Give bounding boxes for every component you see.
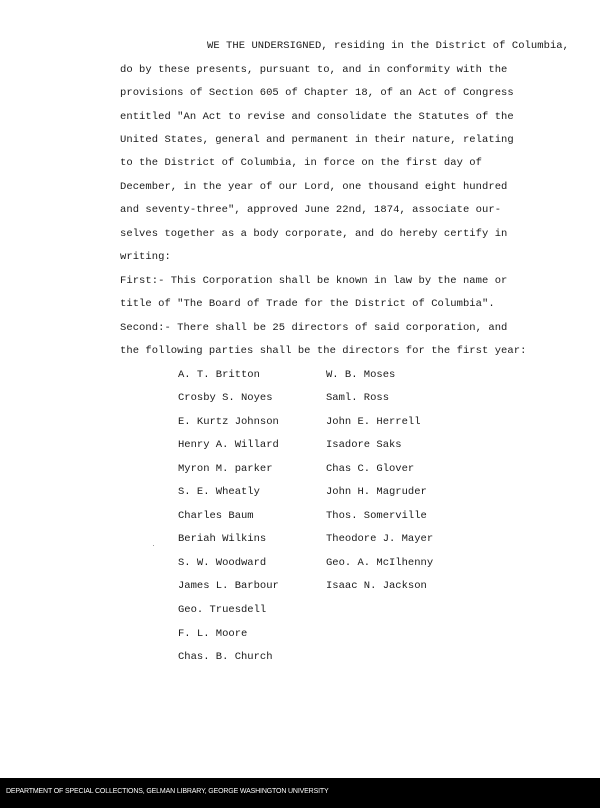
director-name: Isaac N. Jackson <box>326 580 427 592</box>
body-line: do by these presents, pursuant to, and in conformity with the <box>120 64 508 76</box>
director-name: Myron M. parker <box>178 463 273 475</box>
director-name: Saml. Ross <box>326 392 390 404</box>
director-name: Geo. Truesdell <box>178 604 267 616</box>
director-name: Isadore Saks <box>326 439 402 451</box>
body-line: Second:- There shall be 25 directors of said corporation, and <box>120 322 508 334</box>
director-name: Chas C. Glover <box>326 463 415 475</box>
director-name: Henry A. Willard <box>178 439 279 451</box>
body-line: entitled "An Act to revise and consolidate the Statutes of the <box>120 111 514 123</box>
body-line: provisions of Section 605 of Chapter 18, of an Act of Congress <box>120 87 514 99</box>
scan-speck <box>153 545 154 546</box>
director-name: E. Kurtz Johnson <box>178 416 279 428</box>
body-line: selves together as a body corporate, and do hereby certify in <box>120 228 508 240</box>
body-line: the following parties shall be the directors for the first year: <box>120 345 527 357</box>
director-name: S. W. Woodward <box>178 557 267 569</box>
body-line: and seventy-three", approved June 22nd, 1874, associate our- <box>120 204 502 216</box>
credit-text: DEPARTMENT OF SPECIAL COLLECTIONS, GELMAN LIBRARY, GEORGE WASHINGTON UNIVERSITY <box>6 788 329 795</box>
body-line: writing: <box>120 251 171 263</box>
director-name: Thos. Somerville <box>326 510 427 522</box>
director-name: Crosby S. Noyes <box>178 392 273 404</box>
body-line: WE THE UNDERSIGNED, residing in the District of Columbia, <box>207 40 570 52</box>
body-line: to the District of Columbia, in force on the first day of <box>120 157 483 169</box>
director-name: John E. Herrell <box>326 416 421 428</box>
body-line: December, in the year of our Lord, one thousand eight hundred <box>120 181 508 193</box>
director-name: A. T. Britton <box>178 369 260 381</box>
body-line: United States, general and permanent in their nature, relating <box>120 134 514 146</box>
credit-footer <box>0 778 600 808</box>
director-name: James L. Barbour <box>178 580 279 592</box>
director-name: Beriah Wilkins <box>178 533 267 545</box>
director-name: Chas. B. Church <box>178 651 273 663</box>
director-name: S. E. Wheatly <box>178 486 260 498</box>
body-line: First:- This Corporation shall be known in law by the name or <box>120 275 508 287</box>
director-name: Charles Baum <box>178 510 254 522</box>
director-name: W. B. Moses <box>326 369 396 381</box>
director-name: Theodore J. Mayer <box>326 533 434 545</box>
director-name: John H. Magruder <box>326 486 427 498</box>
director-name: F. L. Moore <box>178 628 248 640</box>
director-name: Geo. A. McIlhenny <box>326 557 434 569</box>
body-line: title of "The Board of Trade for the District of Columbia". <box>120 298 495 310</box>
